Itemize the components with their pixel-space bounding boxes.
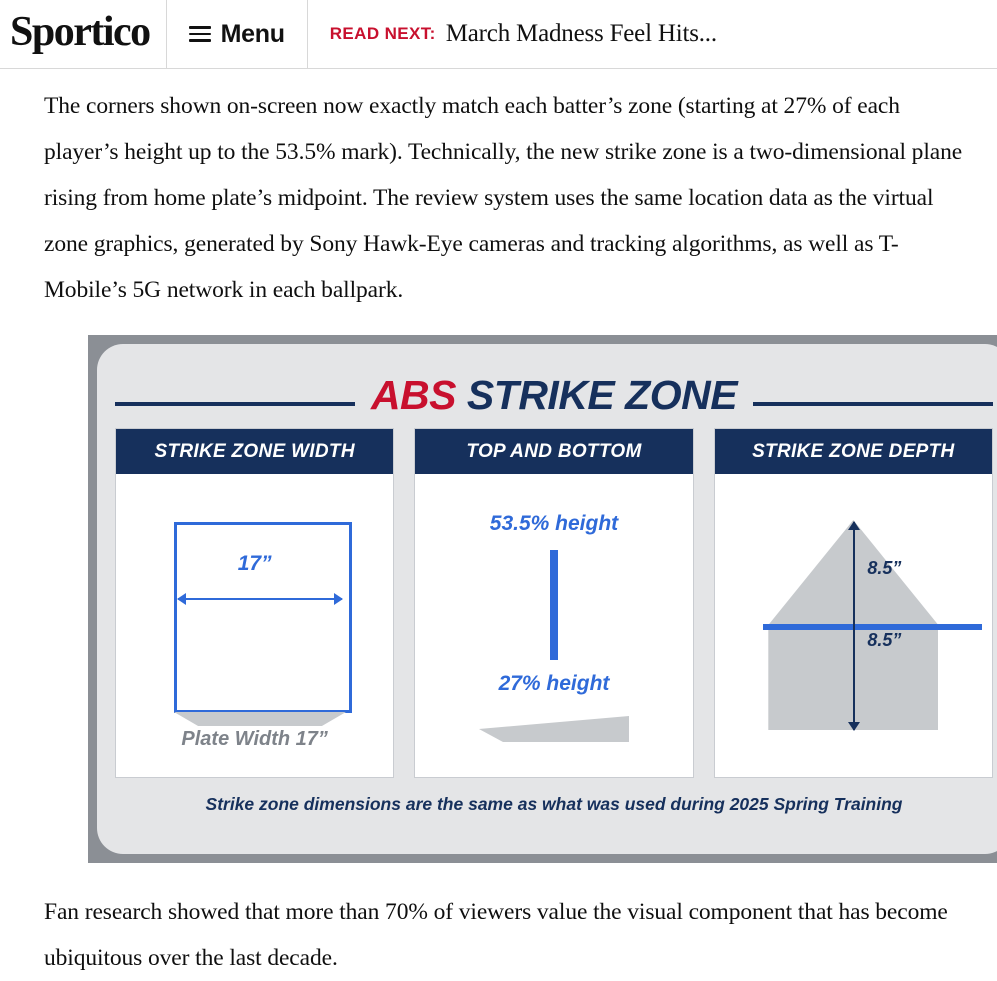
paragraph-bottom: Fan research showed that more than 70% of viewers value the visual component that has become ubiquitous over the last decade. [44,899,948,971]
logo-text: Sportico [10,9,150,55]
strike-zone-square [174,522,352,713]
panel-heading: STRIKE ZONE WIDTH [116,429,393,474]
infographic-inner [97,344,997,854]
home-plate-side-shape [479,716,629,742]
panel-heading: STRIKE ZONE DEPTH [715,429,992,474]
title-strike-zone: STRIKE ZONE [466,371,738,418]
panel-body-top-bottom [415,474,692,777]
width-measure-label: 17” [237,552,272,575]
site-logo[interactable] [0,0,167,68]
width-arrow [178,598,342,600]
panel-heading: TOP AND BOTTOM [415,429,692,474]
infographic-title-row [115,360,993,422]
infographic-title [355,372,753,419]
site-header [0,0,997,69]
read-next-title: March Madness Feel Hits... [445,20,717,47]
top-height-label: 53.5% height [489,512,619,535]
panel-strike-zone-depth [714,428,993,778]
plate-width-caption: Plate Width 17” [181,728,328,750]
depth-dimension-top: 8.5” [867,558,902,578]
panel-strike-zone-width [115,428,394,778]
read-next-label: READ NEXT: [329,24,436,43]
bottom-height-label: 27% height [498,672,610,695]
depth-dimension-bottom: 8.5” [867,630,902,650]
title-abs: ABS [370,371,457,418]
infographic-panels [115,428,993,778]
article-body [0,69,997,981]
read-next-link[interactable] [308,0,717,68]
home-plate-shape [174,712,346,726]
menu-label: Menu [220,19,285,48]
hamburger-icon [189,26,211,42]
panel-top-and-bottom [414,428,693,778]
panel-body-depth [715,474,992,777]
abs-strike-zone-infographic [88,335,997,863]
zone-height-bar [550,550,558,660]
paragraph-top: The corners shown on-screen now exactly match each batter’s zone (starting at 27% of each player’s height up to the 53.5% mark). Technically, the new strike zone is a two-dimensional plane rising from home plate’s midpoint. The review system uses the same location data as the virtual zone graphics, generated by Sony Hawk-Eye cameras and tracking algorithms, as well as T-Mobile’s 5G network in each ballpark. [44,93,963,303]
menu-button[interactable] [167,0,308,68]
depth-arrow [853,522,855,730]
infographic-footer: Strike zone dimensions are the same as what was used during 2025 Spring Training [205,794,903,814]
panel-body-width [116,474,393,777]
